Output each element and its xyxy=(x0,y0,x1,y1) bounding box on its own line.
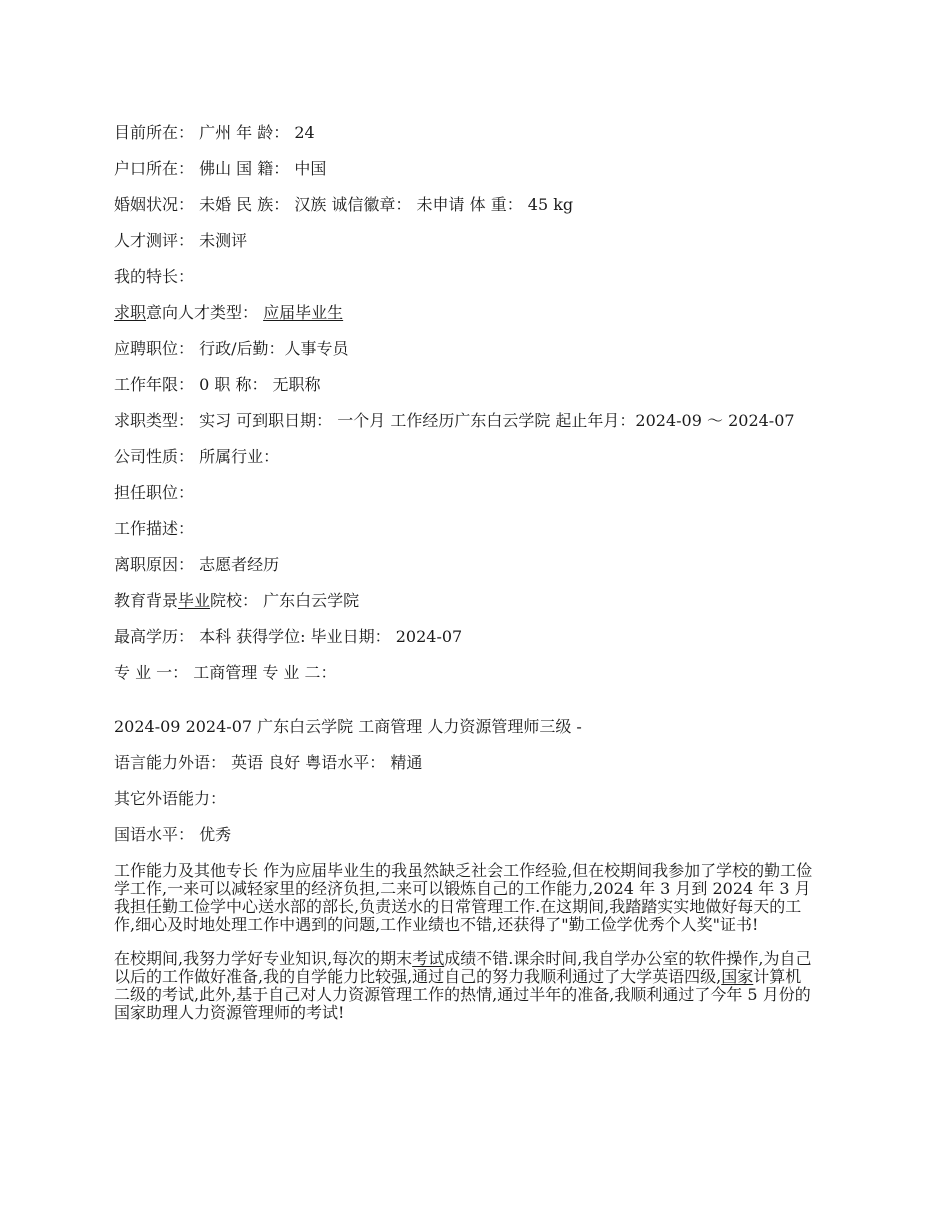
line-degree-date: 最高学历： 本科 获得学位: 毕业日期： 2024-07 xyxy=(114,627,463,646)
school-label: 院校： 广东白云学院 xyxy=(210,591,360,610)
line-majors: 专 业 一： 工商管理 专 业 二： xyxy=(114,663,337,682)
job-intent-link[interactable]: 求职 xyxy=(114,303,147,322)
line-location-age: 目前所在： 广州 年 龄： 24 xyxy=(114,123,315,142)
line-education-record: 2024-09 2024-07 广东白云学院 工商管理 人力资源管理师三级 - xyxy=(114,717,582,736)
education-label: 教育背景 xyxy=(114,591,179,610)
line-company-industry: 公司性质： 所属行业： xyxy=(114,447,280,466)
exam-link[interactable]: 考试 xyxy=(412,949,445,968)
paragraph-school-study xyxy=(114,950,814,1022)
line-job-description: 工作描述： xyxy=(114,519,195,538)
line-hukou-nationality: 户口所在： 佛山 国 籍： 中国 xyxy=(114,159,327,178)
resume-document xyxy=(114,124,814,1038)
job-intent-label: 意向人才类型： xyxy=(146,303,264,322)
line-position: 应聘职位： 行政/后勤：人事专员 xyxy=(114,339,349,358)
p2-text-a: 在校期间,我努力学好专业知识,每次的期末 xyxy=(114,949,413,968)
line-leave-reason: 离职原因： 志愿者经历 xyxy=(114,555,280,574)
p2-text-c: 成绩不错.课余时间,我自学办公室的软件操作,为自己以后的工作做好准备,我的自学能力比较强,通过自己的努力我顺利通过了大学英语四级, xyxy=(114,949,812,986)
line-other-languages: 其它外语能力： xyxy=(114,789,227,808)
line-specialty: 我的特长： xyxy=(114,267,195,286)
line-job-type-experience: 求职类型： 实习 可到职日期： 一个月 工作经历广东白云学院 起止年月：2024-09 ～ 2024-07 xyxy=(114,411,795,430)
line-held-position: 担任职位： xyxy=(114,483,195,502)
fresh-graduate-link[interactable]: 应届毕业生 xyxy=(263,303,344,322)
national-link[interactable]: 国家 xyxy=(721,967,754,986)
graduation-link[interactable]: 毕业 xyxy=(178,591,211,610)
line-mandarin-level: 国语水平： 优秀 xyxy=(114,825,232,844)
line-talent-assessment: 人才测评： 未测评 xyxy=(114,231,248,250)
p2-text-e: 计算机二级的考试,此外,基于自己对人力资源管理工作的热情,通过半年的准备,我顺利通过了今年 5 月份的国家助理人力资源管理师的考试! xyxy=(114,967,811,1022)
line-job-intent xyxy=(114,304,814,322)
line-language-ability: 语言能力外语： 英语 良好 粤语水平： 精通 xyxy=(114,753,423,772)
line-education-school xyxy=(114,592,814,610)
line-marital-ethnicity-weight: 婚姻状况： 未婚 民 族： 汉族 诚信徽章： 未申请 体 重： 45 kg xyxy=(114,195,574,214)
line-work-years-title: 工作年限： 0 职 称： 无职称 xyxy=(114,375,321,394)
paragraph-work-ability: 工作能力及其他专长 作为应届毕业生的我虽然缺乏社会工作经验,但在校期间我参加了学校的勤工俭学工作,一来可以减轻家里的经济负担,二来可以锻炼自己的工作能力,2024 年 3 月到 2024 年 3 月我担任勤工俭学中心送水部的部长,负责送水的日常管理工作.在这期间,我踏踏实实地做好每天的工作,细心及时地处理工作中遇到的问题,工作业绩也不错,还获得了"勤工俭学优秀个人奖"证书! xyxy=(114,861,813,934)
